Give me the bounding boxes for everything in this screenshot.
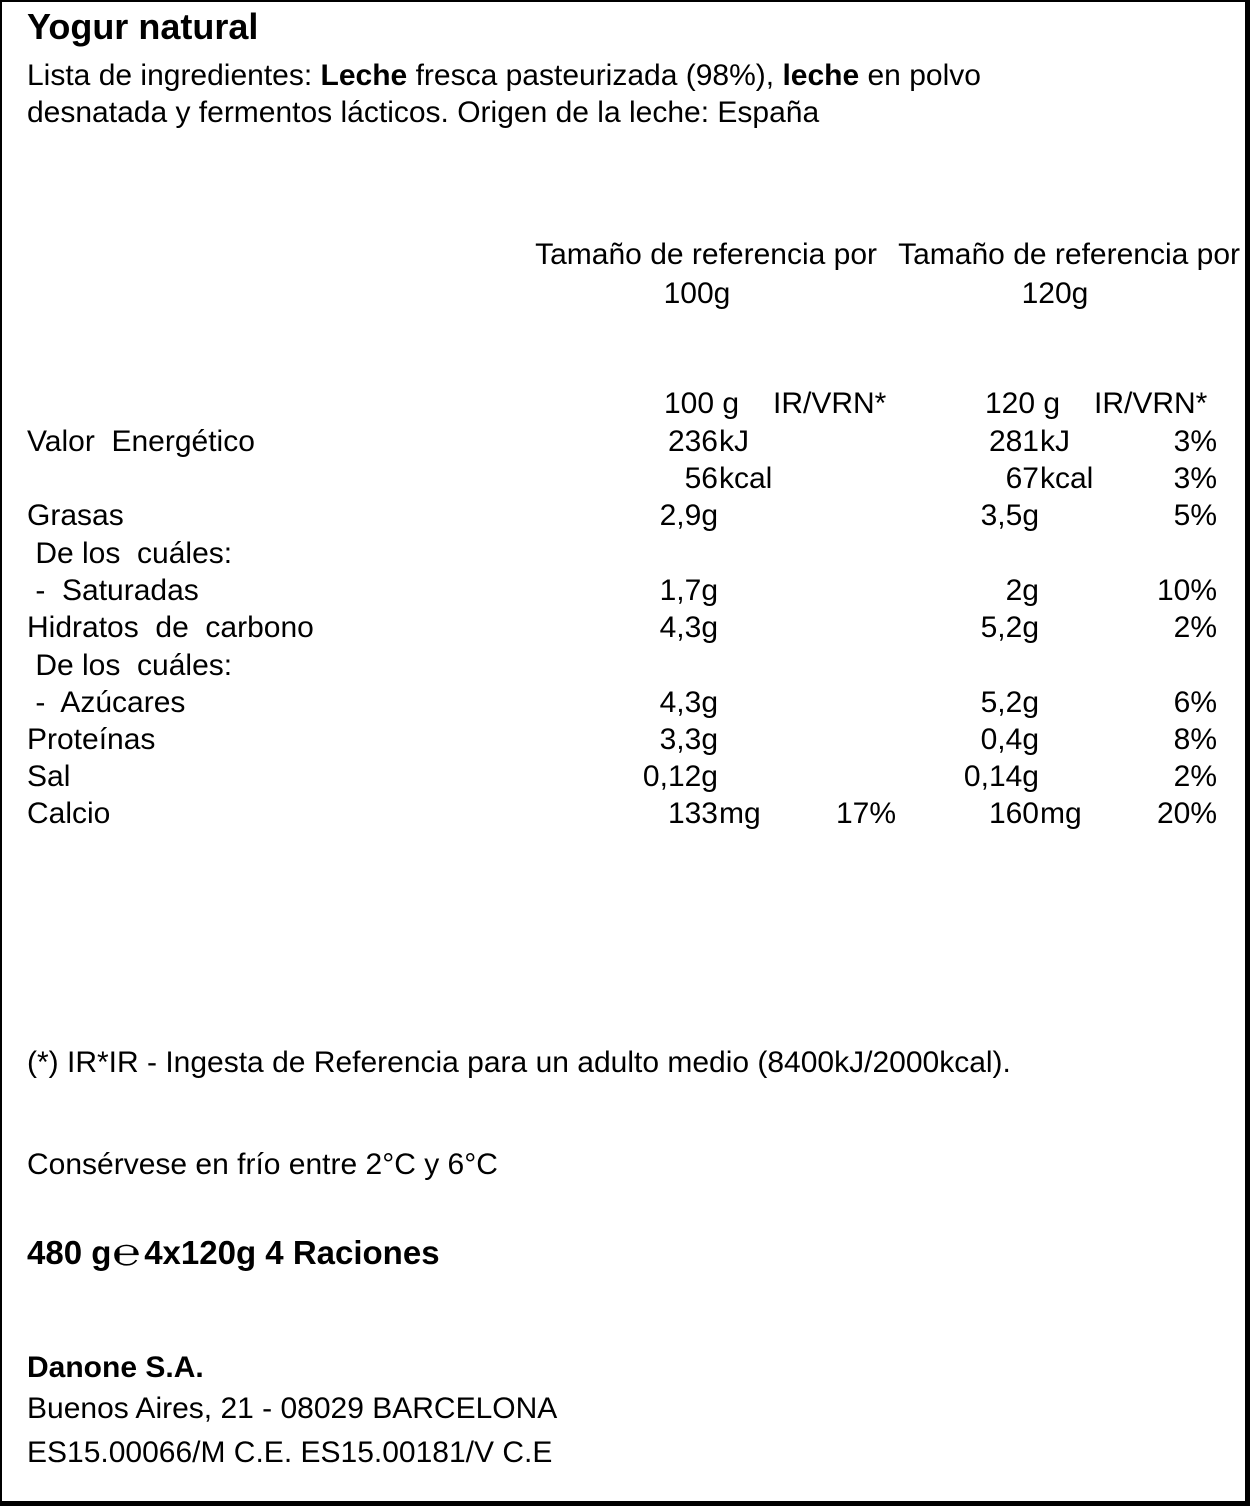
ir-120g: 3%	[1173, 462, 1217, 495]
ingredients-text: Lista de ingredientes:	[27, 59, 321, 92]
ingredients-text: fresca pasteurizada (98%),	[407, 59, 783, 92]
nutrient-label: Hidratos de carbono	[27, 611, 314, 644]
value-100g: 4,3g	[659, 686, 718, 719]
ir-120g: 8%	[1173, 723, 1217, 756]
value-120g: 2g	[1005, 574, 1039, 607]
nutrient-label: Grasas	[27, 499, 124, 532]
portions: 4x120g 4 Raciones	[144, 1234, 440, 1271]
ref-header-120-line1: Tamaño de referencia por	[898, 238, 1240, 271]
nutrient-label: Proteínas	[27, 723, 156, 756]
ref-header-100-line1: Tamaño de referencia por	[535, 238, 877, 271]
ir-120g: 3%	[1173, 425, 1217, 458]
column-header-ir-100g: IR/VRN*	[773, 387, 887, 420]
value-120g: 5,2g	[980, 686, 1039, 719]
ir-120g: 20%	[1156, 797, 1217, 830]
value-100g: 0,12g	[642, 760, 718, 793]
nutrient-label: Sal	[27, 760, 71, 793]
value-120g: 0,14g	[963, 760, 1039, 793]
ingredient-leche: Leche	[320, 59, 408, 92]
value-100g: 133	[667, 797, 718, 830]
ir-100g: 17%	[835, 797, 896, 830]
value-120g: 281	[988, 425, 1039, 458]
value-100g: 56	[684, 462, 718, 495]
ingredients-line-2: desnatada y fermentos lácticos. Origen de la leche: España	[27, 96, 820, 129]
value-100g: 4,3g	[659, 611, 718, 644]
value-120g: 160	[988, 797, 1039, 830]
value-120g: 5,2g	[980, 611, 1039, 644]
product-title: Yogur natural	[27, 6, 259, 47]
column-header-ir-120g: IR/VRN*	[1094, 387, 1208, 420]
value-100g: 2,9g	[659, 499, 718, 532]
storage-instructions: Consérvese en frío entre 2°C y 6°C	[27, 1148, 498, 1181]
nutrient-label: De los cuáles:	[27, 537, 233, 570]
value-100g: 236	[667, 425, 718, 458]
ir-120g: 6%	[1173, 686, 1217, 719]
unit-120g: mg	[1040, 797, 1082, 830]
company-name: Danone S.A.	[27, 1351, 204, 1384]
footnote: (*) IR*IR - Ingesta de Referencia para un adulto medio (8400kJ/2000kcal).	[27, 1046, 1011, 1079]
ref-header-120-line2: 120g	[1021, 277, 1089, 310]
value-100g: 1,7g	[659, 574, 718, 607]
value-100g: 3,3g	[659, 723, 718, 756]
unit-120g: kJ	[1040, 425, 1070, 458]
unit-100g: kcal	[719, 462, 773, 495]
estimated-sign-icon: ℮	[112, 1232, 142, 1274]
value-120g: 67	[1005, 462, 1039, 495]
net-weight-value: 480 g	[27, 1234, 112, 1271]
unit-100g: kJ	[719, 425, 749, 458]
nutrient-label: Valor Energético	[27, 425, 255, 458]
company-address: Buenos Aires, 21 - 08029 BARCELONA	[27, 1392, 558, 1425]
value-120g: 0,4g	[980, 723, 1039, 756]
net-weight	[27, 1232, 440, 1274]
nutrient-label: Calcio	[27, 797, 111, 830]
nutrient-label: - Azúcares	[27, 686, 186, 719]
column-header-100g: 100 g	[664, 387, 740, 420]
nutrient-label: - Saturadas	[27, 574, 199, 607]
ir-120g: 2%	[1173, 760, 1217, 793]
ir-120g: 2%	[1173, 611, 1217, 644]
value-120g: 3,5g	[980, 499, 1039, 532]
column-header-120g: 120 g	[985, 387, 1061, 420]
unit-100g: mg	[719, 797, 761, 830]
unit-120g: kcal	[1040, 462, 1094, 495]
ir-120g: 10%	[1156, 574, 1217, 607]
ref-header-100-line2: 100g	[663, 277, 731, 310]
ingredient-leche-polvo: leche	[782, 59, 860, 92]
ir-120g: 5%	[1173, 499, 1217, 532]
ingredients-line-1	[27, 61, 981, 91]
nutrient-label: De los cuáles:	[27, 649, 233, 682]
ingredients-text: en polvo	[859, 59, 981, 92]
company-registry: ES15.00066/M C.E. ES15.00181/V C.E	[27, 1436, 553, 1469]
